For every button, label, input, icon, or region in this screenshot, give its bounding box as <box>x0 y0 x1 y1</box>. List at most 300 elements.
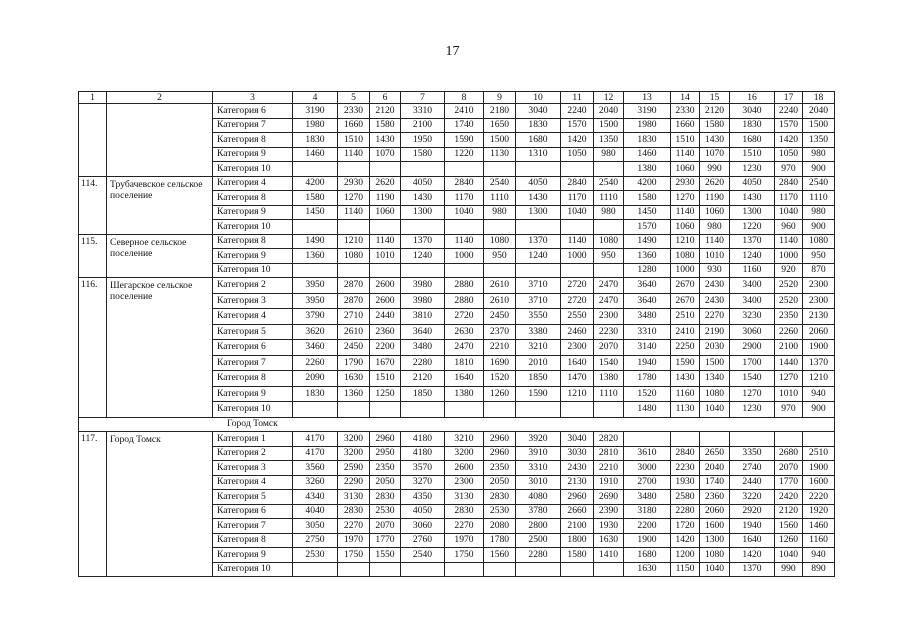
value-cell: 1260 <box>484 386 516 402</box>
value-cell: 2040 <box>700 461 730 476</box>
value-cell: 1140 <box>338 205 370 220</box>
value-cell: 2290 <box>338 475 370 490</box>
value-cell: 2420 <box>775 490 803 505</box>
value-cell: 1080 <box>671 249 700 264</box>
value-cell: 1830 <box>516 118 561 133</box>
value-cell: 1780 <box>484 533 516 548</box>
value-cell: 2670 <box>671 293 700 309</box>
value-cell: 1830 <box>624 133 671 148</box>
value-cell: 4050 <box>401 504 445 519</box>
value-cell: 2650 <box>700 446 730 461</box>
value-cell: 4200 <box>293 176 338 191</box>
value-cell: 1060 <box>671 162 700 177</box>
value-cell: 1450 <box>624 205 671 220</box>
value-cell: 3950 <box>293 293 338 309</box>
value-cell: 2100 <box>561 519 594 534</box>
value-cell: 1580 <box>370 118 401 133</box>
value-cell: 3550 <box>516 309 561 325</box>
value-cell: 1270 <box>671 191 700 206</box>
value-cell: 1420 <box>730 548 775 563</box>
category-cell: Категория 5 <box>213 490 293 505</box>
value-cell: 1140 <box>700 234 730 249</box>
value-cell: 3980 <box>401 293 445 309</box>
value-cell <box>561 562 594 577</box>
category-cell: Категория 9 <box>213 205 293 220</box>
value-cell: 3200 <box>445 446 484 461</box>
value-cell: 1660 <box>671 118 700 133</box>
value-cell: 2520 <box>775 278 803 294</box>
value-cell: 2210 <box>484 340 516 356</box>
value-cell: 2680 <box>775 446 803 461</box>
column-number: 9 <box>484 92 516 104</box>
category-cell: Категория 8 <box>213 371 293 387</box>
value-cell: 2470 <box>594 293 624 309</box>
category-cell: Категория 5 <box>213 324 293 340</box>
value-cell: 1050 <box>775 147 803 162</box>
value-cell: 3270 <box>401 475 445 490</box>
value-cell: 2270 <box>338 519 370 534</box>
value-cell: 1200 <box>671 548 700 563</box>
value-cell: 1370 <box>516 234 561 249</box>
value-cell: 2410 <box>671 324 700 340</box>
value-cell: 900 <box>803 220 835 235</box>
category-cell: Категория 2 <box>213 446 293 461</box>
value-cell: 990 <box>700 162 730 177</box>
value-cell: 890 <box>803 562 835 577</box>
value-cell: 1650 <box>484 118 516 133</box>
value-cell: 2350 <box>370 461 401 476</box>
table-row <box>79 176 835 191</box>
value-cell: 2540 <box>803 176 835 191</box>
value-cell: 2840 <box>671 446 700 461</box>
value-cell: 2090 <box>293 371 338 387</box>
value-cell: 1590 <box>671 355 700 371</box>
value-cell: 1000 <box>775 249 803 264</box>
value-cell <box>293 263 338 278</box>
value-cell: 1060 <box>671 220 700 235</box>
category-cell: Категория 6 <box>213 104 293 119</box>
value-cell <box>445 263 484 278</box>
value-cell: 3950 <box>293 278 338 294</box>
category-cell: Категория 1 <box>213 432 293 447</box>
value-cell: 3780 <box>516 504 561 519</box>
value-cell: 930 <box>700 263 730 278</box>
column-number: 10 <box>516 92 561 104</box>
category-cell: Категория 7 <box>213 519 293 534</box>
value-cell <box>370 562 401 577</box>
value-cell: 1010 <box>370 249 401 264</box>
value-cell: 1510 <box>370 371 401 387</box>
column-number: 11 <box>561 92 594 104</box>
value-cell: 2120 <box>700 104 730 119</box>
value-cell: 2600 <box>370 278 401 294</box>
value-cell: 2060 <box>803 324 835 340</box>
value-cell: 1520 <box>484 371 516 387</box>
category-cell: Категория 6 <box>213 504 293 519</box>
value-cell: 3980 <box>401 278 445 294</box>
value-cell: 2820 <box>594 432 624 447</box>
value-cell: 2830 <box>445 504 484 519</box>
value-cell: 2230 <box>594 324 624 340</box>
value-cell: 1110 <box>594 191 624 206</box>
value-cell: 920 <box>775 263 803 278</box>
value-cell: 2050 <box>370 475 401 490</box>
category-cell: Категория 4 <box>213 475 293 490</box>
value-cell <box>401 263 445 278</box>
value-cell: 3640 <box>624 278 671 294</box>
category-cell: Категория 8 <box>213 133 293 148</box>
table-row <box>79 104 835 119</box>
value-cell: 2960 <box>484 446 516 461</box>
value-cell: 1430 <box>700 133 730 148</box>
value-cell <box>338 562 370 577</box>
row-index-cell <box>79 104 107 177</box>
value-cell: 4170 <box>293 446 338 461</box>
column-number-row <box>79 92 835 104</box>
column-number: 18 <box>803 92 835 104</box>
value-cell <box>370 220 401 235</box>
row-index: 114. <box>79 176 107 234</box>
value-cell: 2880 <box>445 293 484 309</box>
value-cell: 1510 <box>730 147 775 162</box>
value-cell <box>624 432 671 447</box>
value-cell: 2200 <box>370 340 401 356</box>
value-cell: 1260 <box>775 533 803 548</box>
value-cell: 2240 <box>775 104 803 119</box>
value-cell: 1900 <box>803 340 835 356</box>
value-cell: 3790 <box>293 309 338 325</box>
value-cell: 3000 <box>624 461 671 476</box>
value-cell: 2430 <box>700 293 730 309</box>
value-cell: 1500 <box>484 133 516 148</box>
value-cell: 1500 <box>700 355 730 371</box>
value-cell: 1360 <box>624 249 671 264</box>
value-cell <box>484 263 516 278</box>
value-cell <box>338 162 370 177</box>
category-cell: Категория 6 <box>213 340 293 356</box>
value-cell: 2830 <box>370 490 401 505</box>
value-cell: 970 <box>775 162 803 177</box>
value-cell: 1140 <box>561 234 594 249</box>
value-cell: 1160 <box>671 386 700 402</box>
value-cell: 1040 <box>775 205 803 220</box>
value-cell: 1230 <box>730 402 775 418</box>
value-cell: 3610 <box>624 446 671 461</box>
value-cell <box>445 162 484 177</box>
value-cell: 1370 <box>730 562 775 577</box>
value-cell: 2370 <box>484 324 516 340</box>
value-cell: 3010 <box>516 475 561 490</box>
value-cell: 2840 <box>561 176 594 191</box>
column-number: 8 <box>445 92 484 104</box>
value-cell: 980 <box>803 205 835 220</box>
value-cell: 2830 <box>484 490 516 505</box>
value-cell: 1040 <box>561 205 594 220</box>
column-number: 7 <box>401 92 445 104</box>
value-cell: 2800 <box>516 519 561 534</box>
value-cell: 2660 <box>561 504 594 519</box>
value-cell: 1000 <box>561 249 594 264</box>
value-cell: 3130 <box>445 490 484 505</box>
value-cell <box>516 220 561 235</box>
value-cell: 2070 <box>594 340 624 356</box>
value-cell: 1360 <box>338 386 370 402</box>
value-cell: 1370 <box>803 355 835 371</box>
value-cell: 1280 <box>624 263 671 278</box>
column-number: 5 <box>338 92 370 104</box>
value-cell: 1150 <box>671 562 700 577</box>
value-cell: 3380 <box>516 324 561 340</box>
value-cell: 3060 <box>730 324 775 340</box>
value-cell <box>561 220 594 235</box>
category-cell: Категория 9 <box>213 548 293 563</box>
value-cell: 1490 <box>624 234 671 249</box>
value-cell: 3190 <box>624 104 671 119</box>
value-cell: 1080 <box>338 249 370 264</box>
value-cell: 2120 <box>775 504 803 519</box>
settlement-name: Северное сельское поселение <box>107 234 213 278</box>
value-cell: 3310 <box>516 461 561 476</box>
value-cell: 1900 <box>624 533 671 548</box>
category-cell: Категория 4 <box>213 176 293 191</box>
value-cell: 2360 <box>370 324 401 340</box>
value-cell: 900 <box>803 162 835 177</box>
value-cell: 1270 <box>775 371 803 387</box>
value-cell: 1380 <box>594 371 624 387</box>
value-cell: 2450 <box>484 309 516 325</box>
value-cell: 1000 <box>445 249 484 264</box>
value-cell: 1140 <box>671 205 700 220</box>
value-cell: 3140 <box>624 340 671 356</box>
column-number: 12 <box>594 92 624 104</box>
value-cell <box>516 162 561 177</box>
value-cell: 2530 <box>293 548 338 563</box>
value-cell <box>803 432 835 447</box>
value-cell: 2460 <box>561 324 594 340</box>
value-cell: 1950 <box>401 133 445 148</box>
column-number: 2 <box>107 92 213 104</box>
value-cell: 1050 <box>561 147 594 162</box>
category-cell: Категория 3 <box>213 461 293 476</box>
value-cell: 1140 <box>445 234 484 249</box>
value-cell: 1830 <box>293 386 338 402</box>
value-cell: 940 <box>803 386 835 402</box>
value-cell: 1190 <box>700 191 730 206</box>
value-cell: 3400 <box>730 278 775 294</box>
value-cell: 1410 <box>594 548 624 563</box>
value-cell <box>516 402 561 418</box>
value-cell: 3180 <box>624 504 671 519</box>
value-cell: 2280 <box>401 355 445 371</box>
value-cell: 1310 <box>516 147 561 162</box>
value-cell: 2960 <box>561 490 594 505</box>
value-cell: 3920 <box>516 432 561 447</box>
value-cell <box>484 220 516 235</box>
value-cell: 1780 <box>624 371 671 387</box>
value-cell: 3460 <box>293 340 338 356</box>
value-cell: 980 <box>594 147 624 162</box>
value-cell <box>445 562 484 577</box>
value-cell: 1300 <box>730 205 775 220</box>
value-cell: 1970 <box>338 533 370 548</box>
city-heading: Город Томск <box>79 417 835 432</box>
value-cell: 950 <box>484 249 516 264</box>
value-cell: 1720 <box>671 519 700 534</box>
value-cell: 2440 <box>730 475 775 490</box>
value-cell <box>370 162 401 177</box>
category-cell: Категория 3 <box>213 293 293 309</box>
value-cell: 980 <box>484 205 516 220</box>
value-cell: 3060 <box>401 519 445 534</box>
value-cell: 2180 <box>484 104 516 119</box>
value-cell: 1520 <box>624 386 671 402</box>
value-cell: 2260 <box>775 324 803 340</box>
settlement-name: Трубачевское сельское поселение <box>107 176 213 234</box>
value-cell: 3190 <box>293 104 338 119</box>
value-cell: 2300 <box>803 293 835 309</box>
value-cell: 2620 <box>370 176 401 191</box>
value-cell: 2300 <box>561 340 594 356</box>
category-cell: Категория 7 <box>213 118 293 133</box>
value-cell: 2430 <box>700 278 730 294</box>
value-cell: 1140 <box>370 234 401 249</box>
value-cell: 1540 <box>594 355 624 371</box>
value-cell: 3400 <box>730 293 775 309</box>
category-cell: Категория 9 <box>213 386 293 402</box>
value-cell: 1240 <box>516 249 561 264</box>
value-cell: 3260 <box>293 475 338 490</box>
value-cell: 4350 <box>401 490 445 505</box>
value-cell <box>516 562 561 577</box>
value-cell: 2870 <box>338 293 370 309</box>
value-cell: 1010 <box>775 386 803 402</box>
value-cell: 2700 <box>624 475 671 490</box>
category-cell: Категория 8 <box>213 533 293 548</box>
value-cell <box>401 220 445 235</box>
category-cell: Категория 4 <box>213 309 293 325</box>
value-cell: 1430 <box>730 191 775 206</box>
value-cell: 1940 <box>730 519 775 534</box>
value-cell: 960 <box>775 220 803 235</box>
page-number: 17 <box>445 44 460 59</box>
value-cell: 1340 <box>700 371 730 387</box>
value-cell: 2260 <box>293 355 338 371</box>
value-cell: 2270 <box>445 519 484 534</box>
value-cell: 2710 <box>338 309 370 325</box>
value-cell: 2840 <box>445 176 484 191</box>
value-cell: 1470 <box>561 371 594 387</box>
value-cell: 980 <box>700 220 730 235</box>
value-cell: 2100 <box>401 118 445 133</box>
value-cell <box>484 162 516 177</box>
value-cell: 3310 <box>624 324 671 340</box>
value-cell: 940 <box>803 548 835 563</box>
value-cell: 3480 <box>401 340 445 356</box>
value-cell <box>594 562 624 577</box>
value-cell: 2630 <box>445 324 484 340</box>
value-cell: 2540 <box>594 176 624 191</box>
settlement-name: Шегарское сельское поселение <box>107 278 213 418</box>
value-cell: 1270 <box>338 191 370 206</box>
value-cell: 1420 <box>671 533 700 548</box>
value-cell: 2610 <box>338 324 370 340</box>
value-cell: 1600 <box>803 475 835 490</box>
value-cell: 3620 <box>293 324 338 340</box>
value-cell <box>594 263 624 278</box>
value-cell: 1670 <box>370 355 401 371</box>
value-cell: 3910 <box>516 446 561 461</box>
value-cell: 2510 <box>671 309 700 325</box>
value-cell: 2280 <box>516 548 561 563</box>
value-cell: 1630 <box>624 562 671 577</box>
value-cell: 1350 <box>594 133 624 148</box>
value-cell <box>516 263 561 278</box>
value-cell: 1360 <box>293 249 338 264</box>
value-cell: 2280 <box>671 504 700 519</box>
value-cell: 1170 <box>775 191 803 206</box>
column-number: 6 <box>370 92 401 104</box>
value-cell: 2240 <box>561 104 594 119</box>
value-cell: 870 <box>803 263 835 278</box>
value-cell: 1240 <box>730 249 775 264</box>
value-cell: 2550 <box>561 309 594 325</box>
value-cell: 980 <box>594 205 624 220</box>
value-cell: 4180 <box>401 432 445 447</box>
value-cell: 1930 <box>594 519 624 534</box>
category-cell: Категория 8 <box>213 234 293 249</box>
value-cell: 3560 <box>293 461 338 476</box>
value-cell: 4040 <box>293 504 338 519</box>
value-cell: 2510 <box>803 446 835 461</box>
value-cell: 1500 <box>803 118 835 133</box>
value-cell: 1590 <box>516 386 561 402</box>
category-cell: Категория 10 <box>213 263 293 278</box>
value-cell: 1500 <box>594 118 624 133</box>
table-row <box>79 278 835 294</box>
value-cell: 3040 <box>561 432 594 447</box>
value-cell <box>338 263 370 278</box>
value-cell: 2920 <box>730 504 775 519</box>
value-cell: 1220 <box>730 220 775 235</box>
value-cell: 2690 <box>594 490 624 505</box>
value-cell: 1040 <box>775 548 803 563</box>
value-cell: 2130 <box>803 309 835 325</box>
value-cell: 1540 <box>730 371 775 387</box>
value-cell: 2060 <box>700 504 730 519</box>
value-cell: 2430 <box>561 461 594 476</box>
value-cell: 1810 <box>445 355 484 371</box>
value-cell: 1430 <box>516 191 561 206</box>
value-cell: 1060 <box>370 205 401 220</box>
category-cell: Категория 8 <box>213 191 293 206</box>
value-cell: 1420 <box>561 133 594 148</box>
value-cell: 2250 <box>671 340 700 356</box>
value-cell: 1060 <box>700 205 730 220</box>
value-cell: 3350 <box>730 446 775 461</box>
value-cell: 1160 <box>730 263 775 278</box>
value-cell: 3640 <box>624 293 671 309</box>
value-cell: 1010 <box>700 249 730 264</box>
value-cell: 3810 <box>401 309 445 325</box>
value-cell: 1830 <box>293 133 338 148</box>
value-cell: 3230 <box>730 309 775 325</box>
value-cell: 1510 <box>671 133 700 148</box>
value-cell <box>338 220 370 235</box>
value-cell: 2450 <box>338 340 370 356</box>
value-cell: 1240 <box>401 249 445 264</box>
value-cell: 2960 <box>484 432 516 447</box>
city-heading-row <box>79 417 835 432</box>
